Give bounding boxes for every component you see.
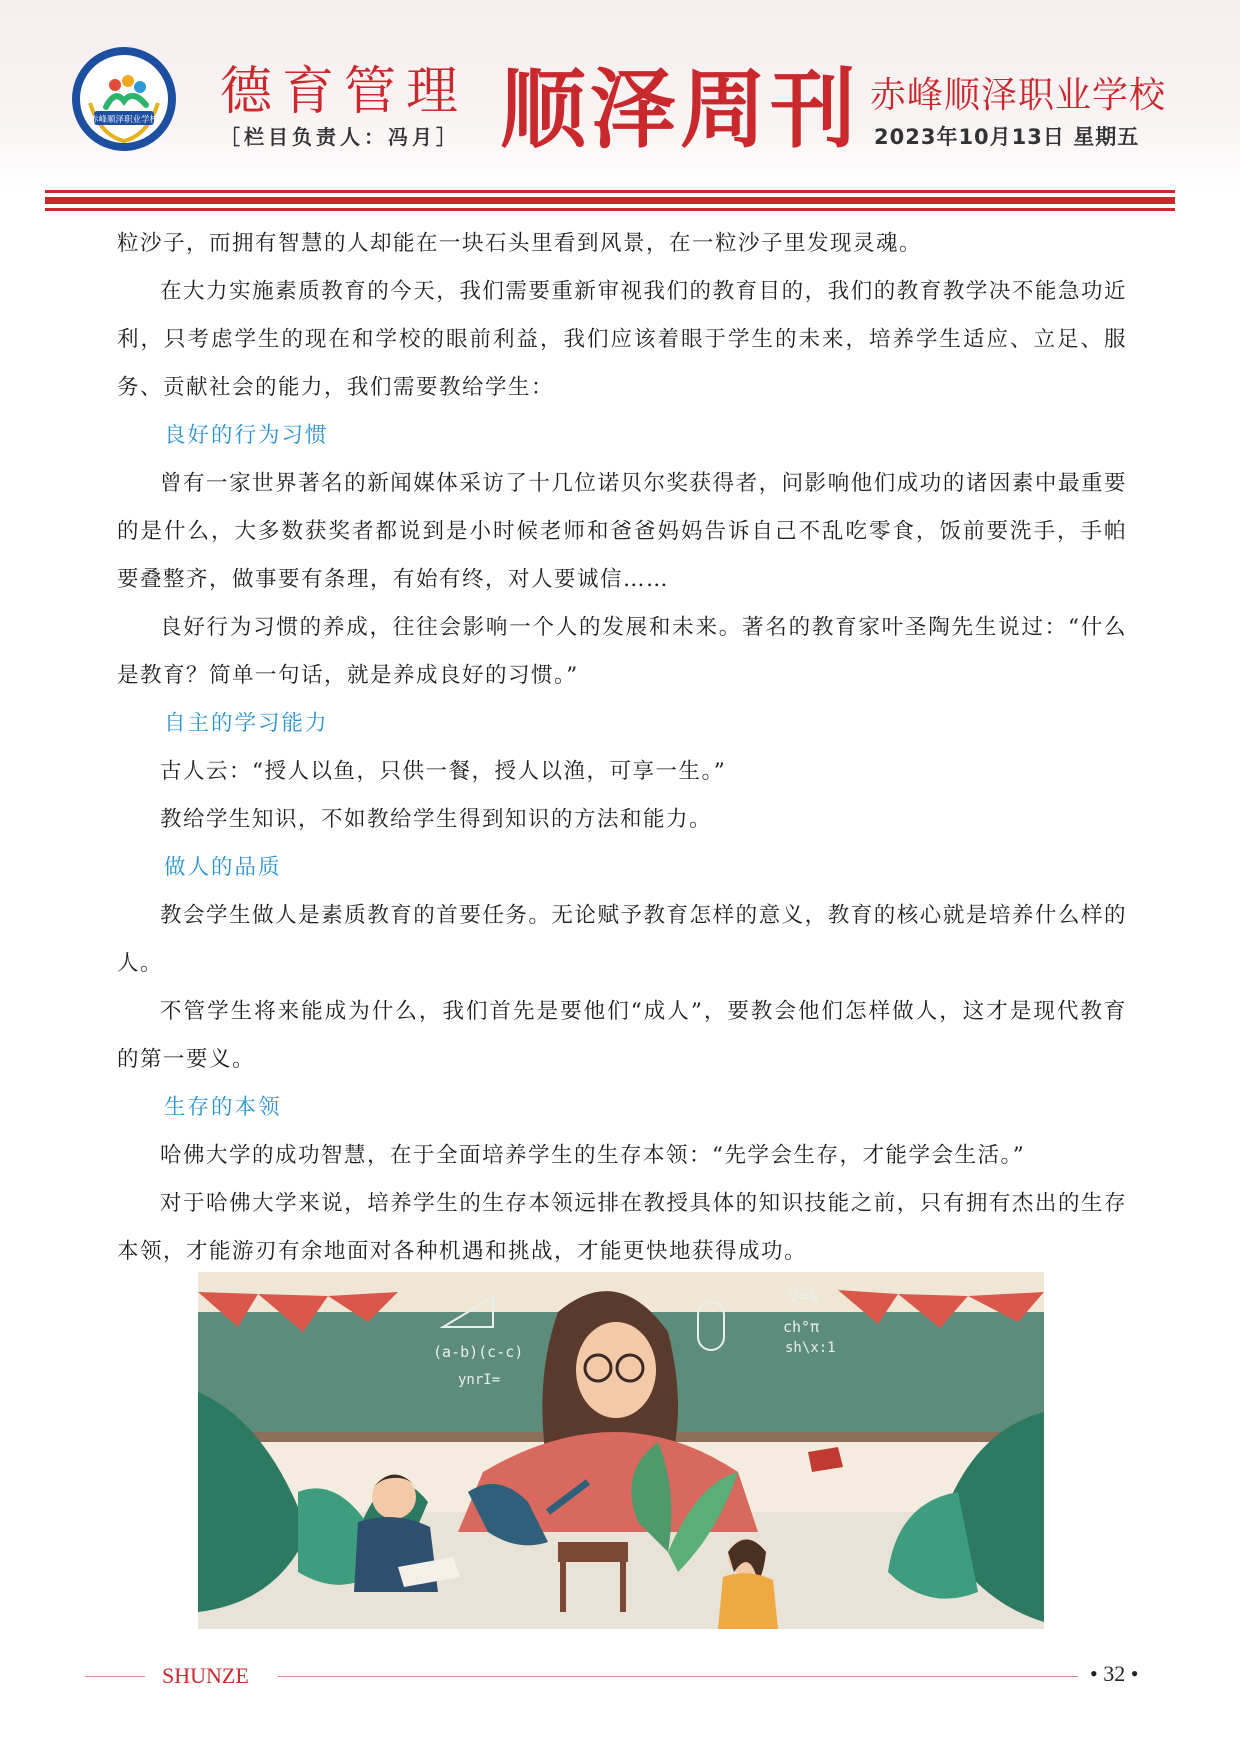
header-divider-bottom (45, 208, 1175, 211)
column-editor: ［栏目负责人：冯月］ (220, 125, 460, 149)
magazine-title: 顺泽周刊 (500, 60, 860, 160)
student-girl-body (718, 1573, 778, 1629)
logo-motto-left: 选择顺泽 (83, 59, 109, 86)
section-title: 德育管理 (220, 62, 469, 122)
board-formula: ch°π (783, 1318, 820, 1336)
subheading-survival-skills: 生存的本领 (164, 1095, 282, 1120)
paragraph: 良好行为习惯的养成，往往会影响一个人的发展和未来。著名的教育家叶圣陶先生说过：“什么是教育？简单一句话，就是养成良好的习惯。” (117, 615, 1127, 688)
board-formula: V=⅔ (788, 1287, 819, 1307)
classroom-illustration (198, 1272, 1044, 1629)
school-name: 赤峰顺泽职业学校 (870, 75, 1167, 116)
desk (558, 1542, 628, 1562)
paragraph: 不管学生将来能成为什么，我们首先是要他们“成人”，要教会他们怎样做人，这才是现代教育的第一要义。 (117, 999, 1127, 1072)
paragraph: 在大力实施素质教育的今天，我们需要重新审视我们的教育目的，我们的教育教学决不能急功近利，只考虑学生的现在和学校的眼前利益，我们应该着眼于学生的未来，培养学生适应、立足、服务、贡献社会的能力，我们需要教给学生： (117, 279, 1127, 400)
subheading-behavior-habits: 良好的行为习惯 (164, 423, 329, 448)
paragraph: 粒沙子，而拥有智慧的人却能在一块石头里看到风景，在一粒沙子里发现灵魂。 (117, 231, 923, 256)
board-formula: ynrI= (458, 1372, 501, 1388)
board-formula: sh\x:1 (785, 1340, 836, 1356)
paragraph: 古人云：“授人以鱼，只供一餐，授人以渔，可享一生。” (160, 759, 727, 784)
footer-line-right (278, 1676, 1078, 1677)
paragraph: 对于哈佛大学来说，培养学生的生存本领远排在教授具体的知识技能之前，只有拥有杰出的生存本领，才能游刃有余地面对各种机遇和挑战，才能更快地获得成功。 (117, 1191, 1127, 1264)
logo-school-text: 赤峰顺泽职业学校 (89, 115, 159, 125)
subheading-learning-ability: 自主的学习能力 (164, 711, 329, 736)
article-body (117, 220, 1127, 1276)
logo-figure-head-orange (122, 75, 134, 87)
page-number: • 32 • (1090, 1661, 1139, 1686)
logo-figure-head-red (109, 79, 121, 91)
subheading-character: 做人的品质 (164, 855, 282, 880)
paragraph: 教给学生知识，不如教给学生得到知识的方法和能力。 (160, 807, 713, 832)
footer-brand: SHUNZE (162, 1663, 249, 1688)
issue-date: 2023年10月13日 星期五 (874, 125, 1140, 149)
paragraph: 教会学生做人是素质教育的首要任务。无论赋予教育怎样的意义，教育的核心就是培养什么样的人。 (117, 903, 1127, 976)
header-divider-top (45, 190, 1175, 193)
footer-line-left (85, 1676, 145, 1677)
header-divider-thick (45, 197, 1175, 204)
school-logo (70, 45, 178, 153)
student-boy-head (372, 1475, 416, 1519)
logo-motto-right: 顺利择业 (135, 57, 163, 82)
paragraph: 哈佛大学的成功智慧，在于全面培养学生的生存本领：“先学会生存，才能学会生活。” (160, 1143, 1026, 1168)
board-formula: (a-b)(c-c) (433, 1343, 524, 1361)
paragraph: 曾有一家世界著名的新闻媒体采访了十几位诺贝尔奖获得者，问影响他们成功的诸因素中最重要的是什么，大多数获奖者都说到是小时候老师和爸爸妈妈告诉自己不乱吃零食，饭前要洗手，手帕要叠整齐，做事要有条理，有始有终，对人要诚信…… (117, 471, 1127, 592)
logo-figure-head-blue (134, 81, 146, 93)
